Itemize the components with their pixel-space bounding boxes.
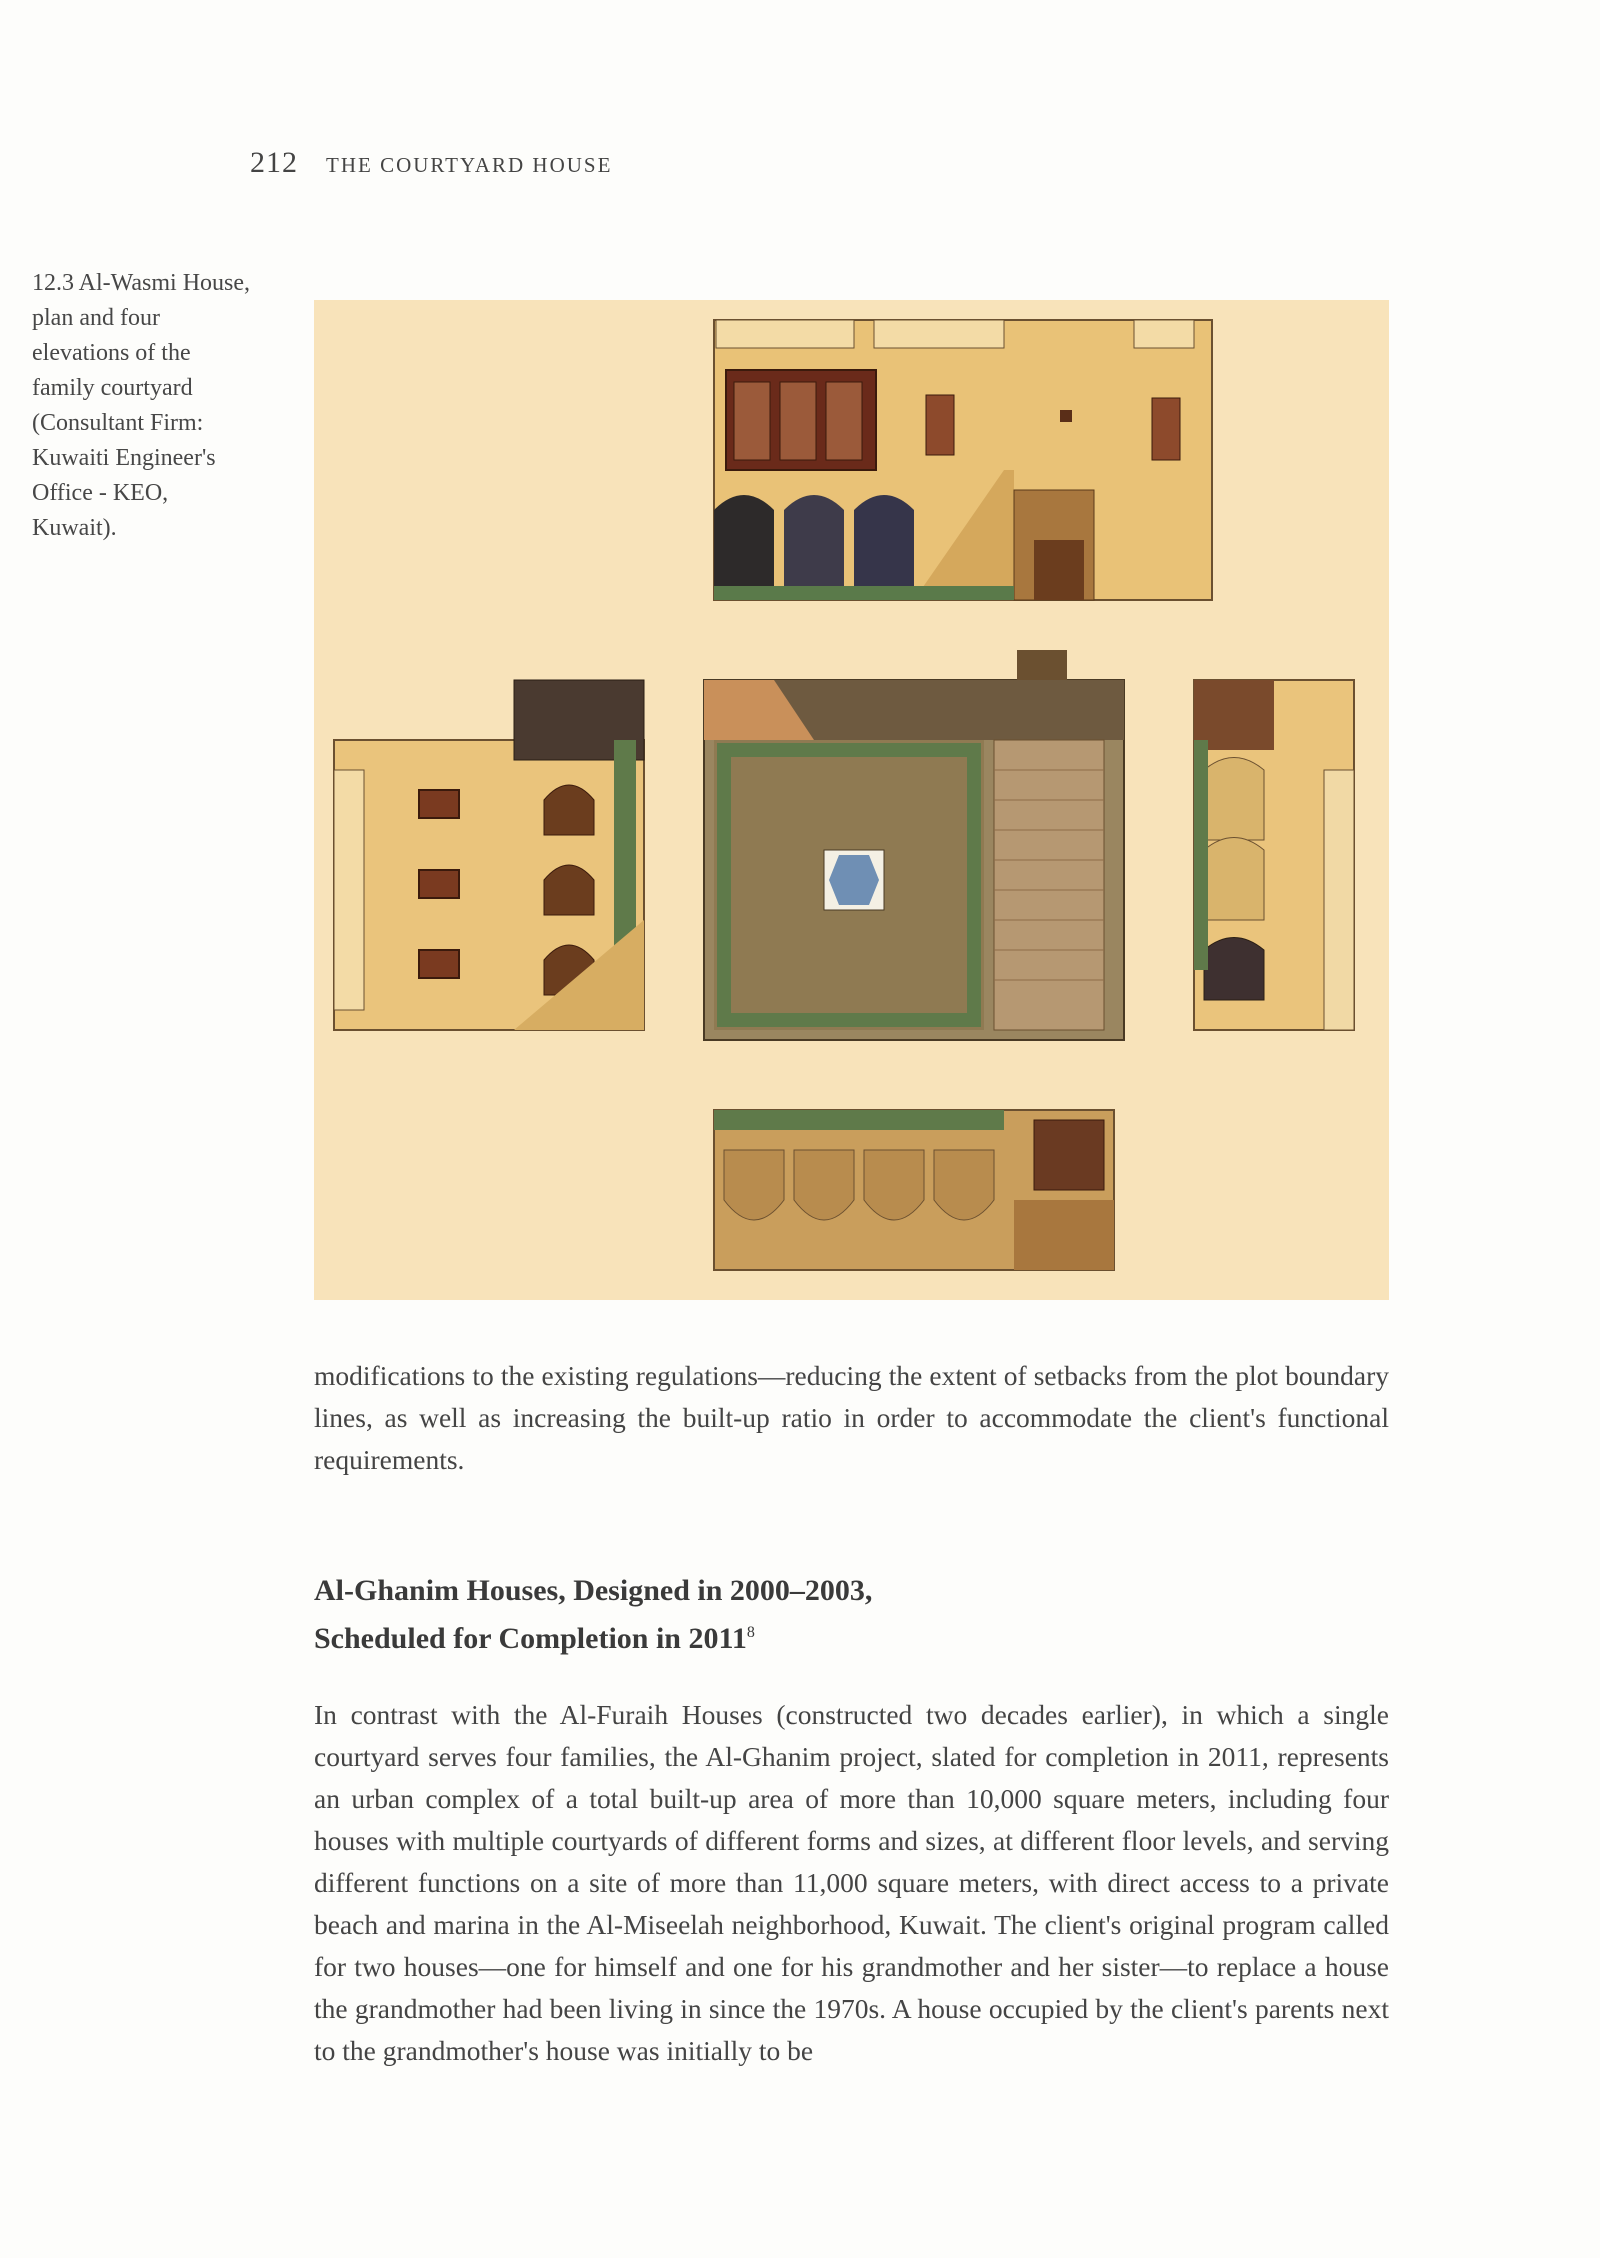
section-heading-line2-text: Scheduled for Completion in 2011 [314,1622,747,1655]
south-elevation [714,1110,1114,1270]
running-title: THE COURTYARD HOUSE [326,153,613,177]
body-paragraph-2: In contrast with the Al-Furaih Houses (constructed two decades earlier), in which a single courtyard serves four families, the Al-Ghanim project, slated for completion in 2011, represents an urban complex of a total built-up area of more than 10,000 square meters, including four houses with multiple courtyards of different forms and sizes, at different floor levels, and serving different functions on a site of more than 11,000 square meters, with direct access to a private beach and marina in the Al-Miseelah neighborhood, Kuwait. The client's original program called for two houses—one for himself and one for his grandmother and her sister—to replace a house the grandmother had been living in since the 1970s. A house occupied by the client's parents next to the grandmother's house was initially to be [314,1699,1389,2066]
north-elevation [714,320,1212,600]
courtyard-plan-drawing [314,300,1389,1300]
section-heading-line2 [314,1612,1389,1660]
page-number: 212 [250,146,298,179]
section-heading-line1: Al-Ghanim Houses, Designed in 2000–2003, [314,1574,873,1607]
east-elevation [1194,680,1354,1030]
courtyard-plan-svg [314,300,1389,1300]
page-header [250,146,612,180]
footnote-ref: 8 [746,1624,755,1641]
body-paragraph-1: modifications to the existing regulations—reducing the extent of setbacks from the plot boundary lines, as well as increasing the built-up ratio in order to accommodate the client's functional requirements. [314,1360,1389,1475]
figure-caption: 12.3 Al-Wasmi House, plan and four elevations of the family courtyard (Consultant Firm: Kuwaiti Engineer's Office - KEO, Kuwait). [32,270,251,541]
courtyard-plan [704,650,1124,1040]
section-heading [314,1570,1389,1660]
